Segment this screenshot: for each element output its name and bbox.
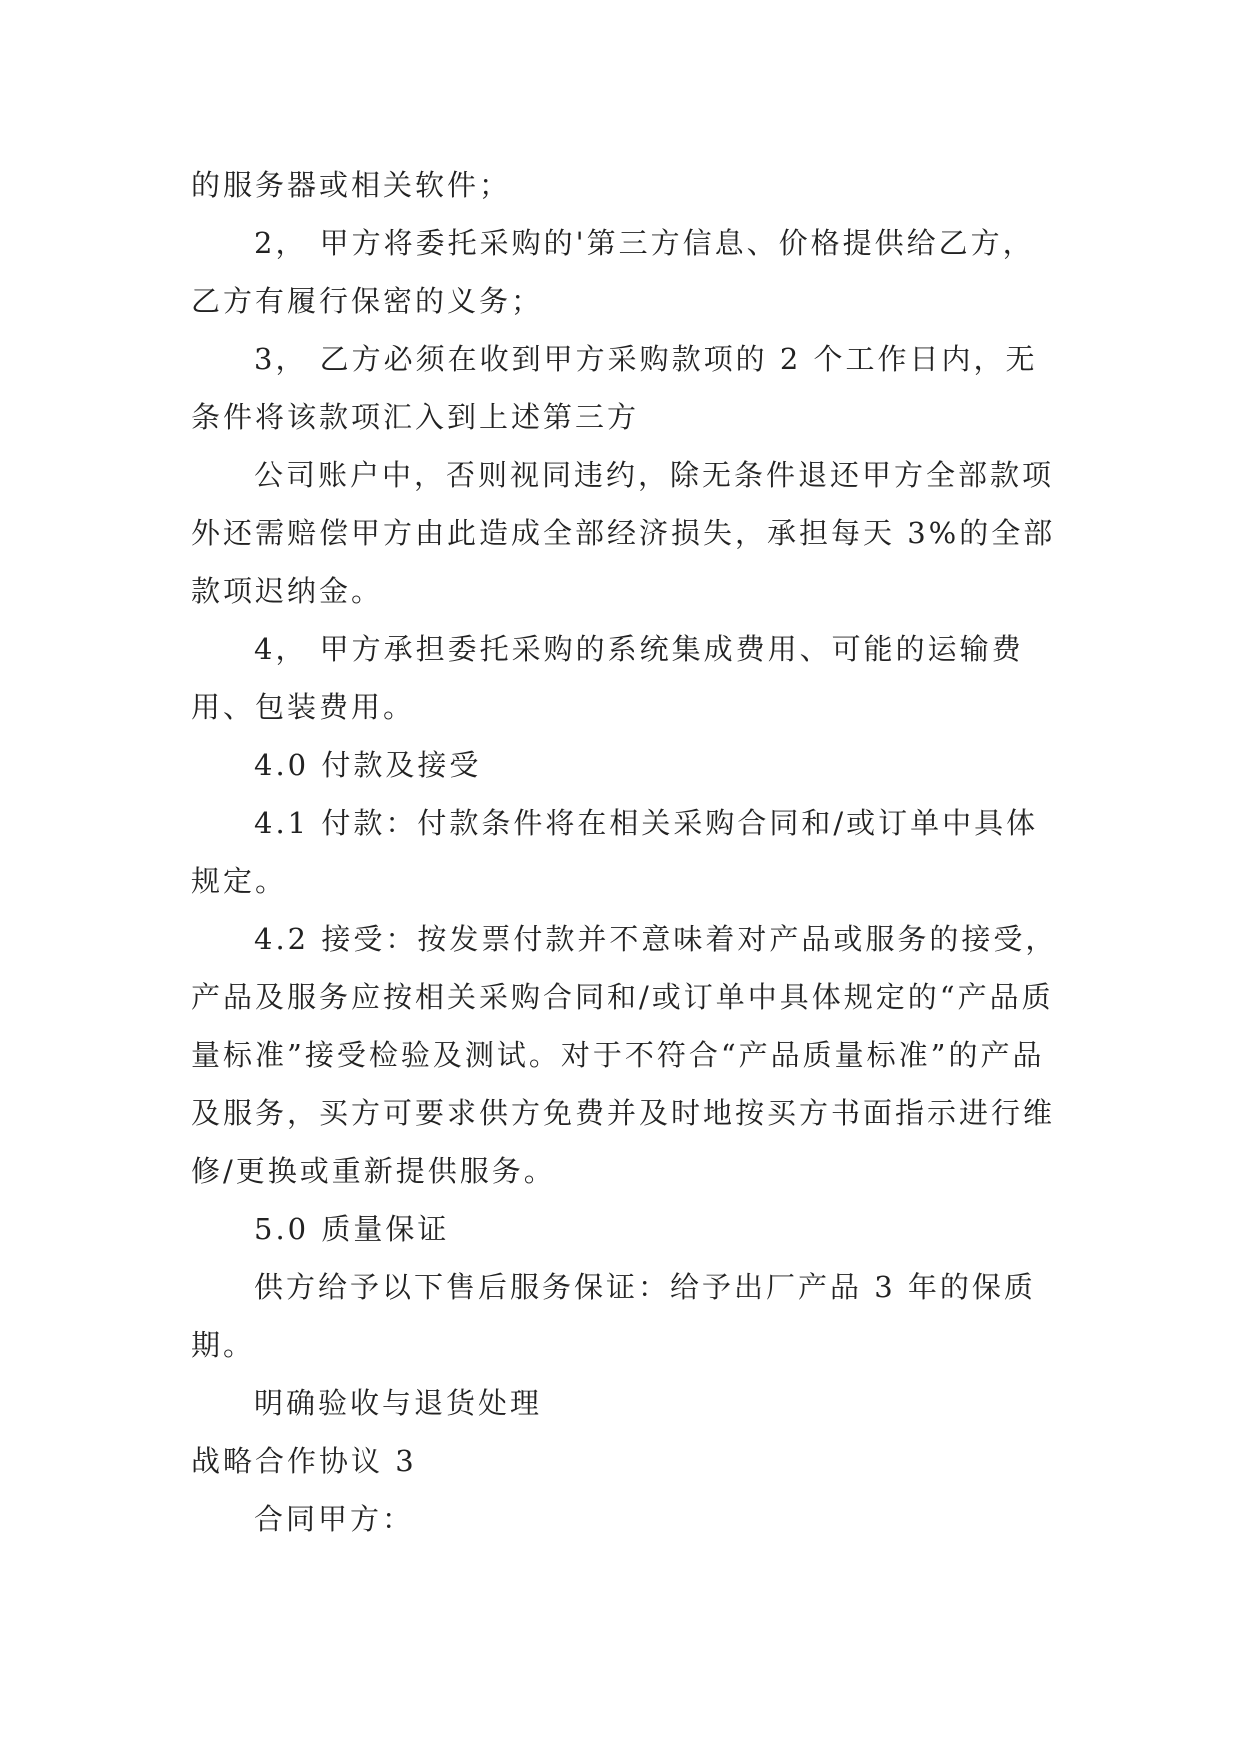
- paragraph-4-2-acceptance: 4.2 接受：按发票付款并不意味着对产品或服务的接受，产品及服务应按相关采购合同和/或订单中具体规定的“产品质量标准”接受检验及测试。对于不符合“产品质量标准”的产品及服务，买方可要求供方免费并及时地按买方书面指示进行维修/更换或重新提供服务。: [191, 922, 1058, 1188]
- paragraph-server-software: 的服务器或相关软件；: [191, 168, 512, 202]
- paragraph-acceptance-returns: 明确验收与退货处理: [254, 1386, 543, 1420]
- document-body: [191, 156, 1061, 1548]
- paragraph-party-a: 合同甲方：: [254, 1502, 415, 1536]
- paragraph-warranty: 供方给予以下售后服务保证：给予出厂产品 3 年的保质期。: [191, 1270, 1036, 1362]
- paragraph-company-account: 公司账户中，否则视同违约，除无条件退还甲方全部款项外还需赔偿甲方由此造成全部经济损失，承担每天 3%的全部款项迟纳金。: [191, 458, 1056, 608]
- section-heading-quality: 5.0 质量保证: [254, 1212, 450, 1246]
- paragraph-4-1-payment: 4.1 付款：付款条件将在相关采购合同和/或订单中具体规定。: [191, 806, 1039, 898]
- section-heading-payment: 4.0 付款及接受: [254, 748, 482, 782]
- paragraph-clause-3: 3， 乙方必须在收到甲方采购款项的 2 个工作日内，无条件将该款项汇入到上述第三方: [191, 342, 1038, 434]
- agreement-title: 战略合作协议 3: [191, 1444, 417, 1478]
- paragraph-clause-4: 4， 甲方承担委托采购的系统集成费用、可能的运输费用、包装费用。: [191, 632, 1024, 724]
- paragraph-clause-2: 2， 甲方将委托采购的'第三方信息、价格提供给乙方，乙方有履行保密的义务；: [191, 226, 1035, 318]
